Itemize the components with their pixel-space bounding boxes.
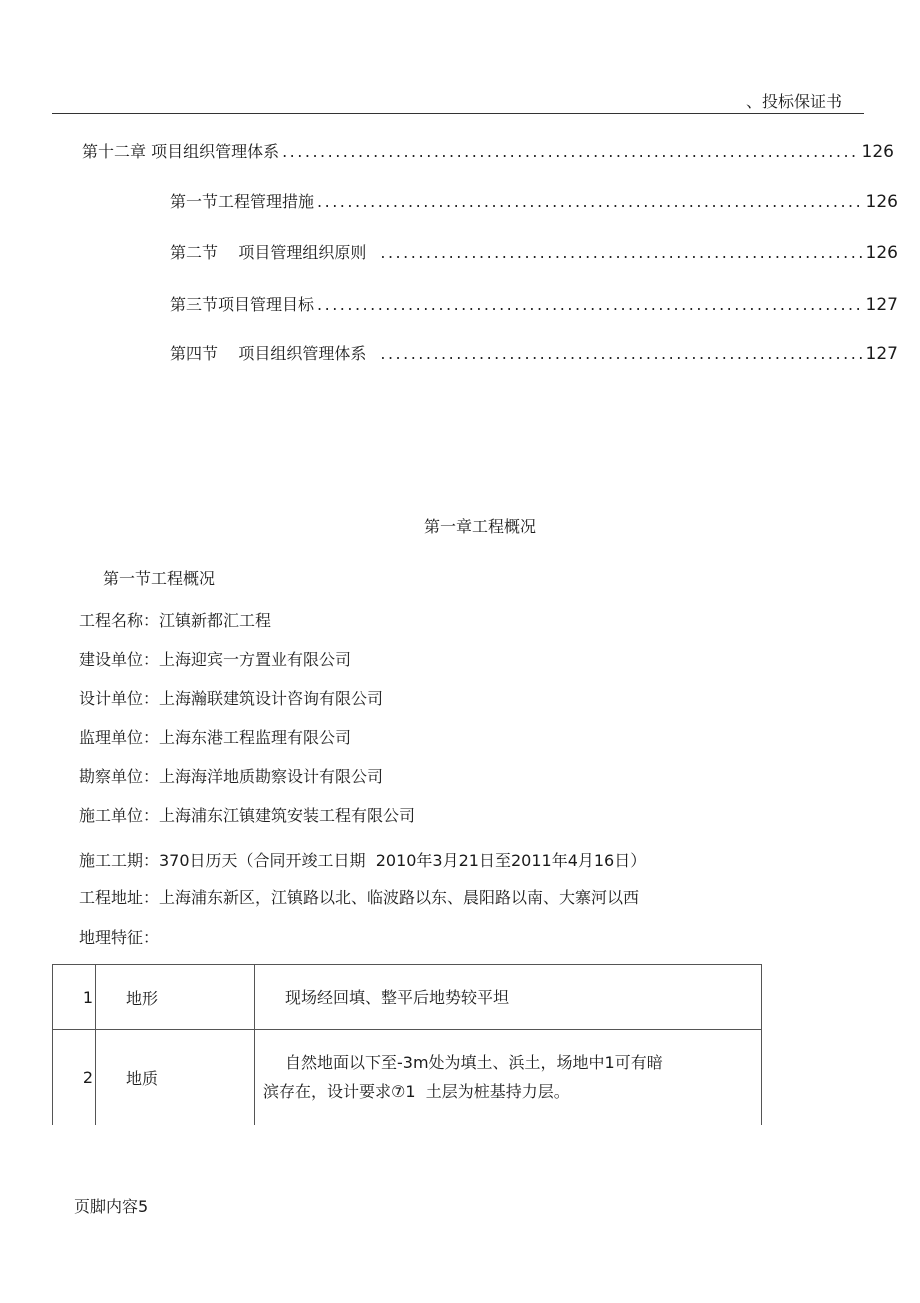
info-surveyor: 勘察单位：上海海洋地质勘察设计有限公司 bbox=[79, 767, 384, 786]
toc-entry-page: 127 bbox=[865, 295, 898, 315]
table-row bbox=[53, 965, 762, 1030]
info-contractor: 施工单位：上海浦东江镇建筑安装工程有限公司 bbox=[79, 806, 416, 825]
info-address: 工程地址：上海浦东新区，江镇路以北、临波路以东、晨阳路以南、大寨河以西 bbox=[79, 888, 640, 907]
toc-leader-dots bbox=[380, 344, 862, 363]
toc-leader-dots bbox=[317, 295, 863, 314]
toc-entry-chapter-12 bbox=[82, 139, 894, 163]
info-supervisor: 监理单位：上海东港工程监理有限公司 bbox=[79, 728, 352, 747]
page-header-title: 、投标保证书 bbox=[745, 92, 842, 111]
row-number: 2 bbox=[53, 1030, 96, 1125]
row-label: 地质 bbox=[96, 1030, 255, 1125]
row-label: 地形 bbox=[96, 965, 255, 1030]
description-line: 滨存在，设计要求⑦1 土层为桩基持力层。 bbox=[263, 1082, 570, 1102]
toc-entry-title: 第三节项目管理目标 bbox=[170, 295, 315, 314]
toc-leader-dots bbox=[282, 142, 858, 161]
toc-entry-title: 第一节工程管理措施 bbox=[170, 192, 315, 211]
info-geo-label: 地理特征： bbox=[79, 928, 160, 947]
page-footer: 页脚内容5 bbox=[74, 1197, 149, 1216]
toc-leader-dots bbox=[317, 192, 863, 211]
info-developer: 建设单位：上海迎宾一方置业有限公司 bbox=[79, 650, 352, 669]
toc-entry-page: 126 bbox=[865, 243, 898, 263]
toc-entry-page: 126 bbox=[861, 142, 894, 162]
toc-leader-dots bbox=[380, 243, 862, 262]
toc-entry-page: 127 bbox=[865, 344, 898, 364]
toc-entry-title: 第十二章 项目组织管理体系 bbox=[82, 142, 280, 161]
toc-entry-section-3 bbox=[170, 292, 898, 316]
row-description bbox=[255, 965, 762, 1030]
toc-entry-title: 第二节 项目管理组织原则 bbox=[170, 243, 367, 262]
info-schedule: 施工工期：370日历天（合同开竣工日期 2010年3月21日至2011年4月16日） bbox=[79, 851, 647, 870]
description-line: 自然地面以下至-3m处为填土、浜土，场地中1可有暗 bbox=[285, 1053, 663, 1073]
row-number: 1 bbox=[53, 965, 96, 1030]
chapter-heading: 第一章工程概况 bbox=[423, 517, 536, 536]
toc-entry-section-4 bbox=[170, 341, 898, 365]
section-heading: 第一节工程概况 bbox=[103, 569, 216, 588]
header-divider bbox=[52, 113, 864, 114]
toc-entry-section-2 bbox=[170, 240, 898, 264]
info-designer: 设计单位：上海瀚联建筑设计咨询有限公司 bbox=[79, 689, 384, 708]
toc-entry-title: 第四节 项目组织管理体系 bbox=[170, 344, 367, 363]
toc-entry-section-1 bbox=[170, 189, 898, 213]
table-row bbox=[53, 1030, 762, 1125]
row-description bbox=[255, 1030, 762, 1125]
info-project-name: 工程名称：江镇新都汇工程 bbox=[79, 611, 272, 630]
toc-entry-page: 126 bbox=[865, 192, 898, 212]
description-line: 现场经回填、整平后地势较平坦 bbox=[285, 987, 510, 1007]
geo-features-table bbox=[52, 964, 762, 1125]
